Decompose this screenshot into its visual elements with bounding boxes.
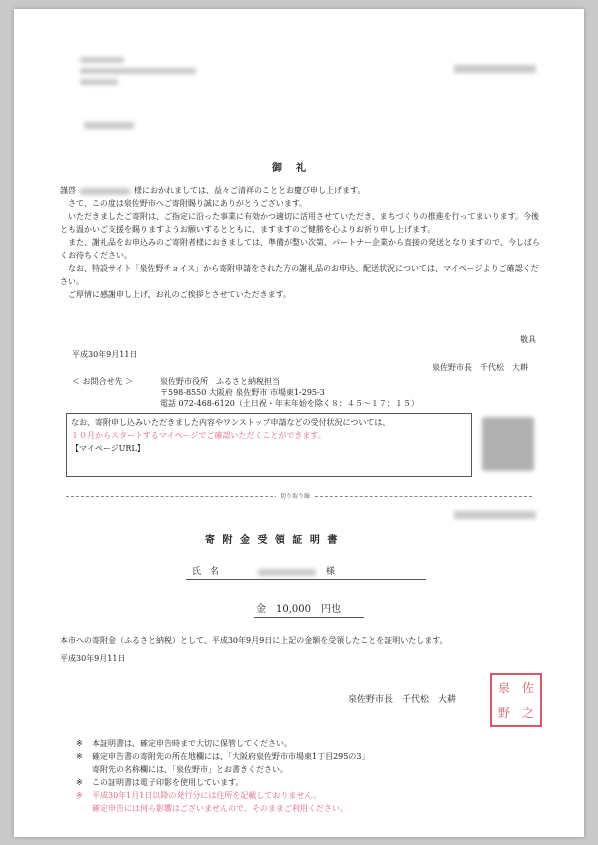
certificate-date: 平成30年9月11日 [60, 654, 126, 663]
letter-closing: 敬具 [520, 335, 536, 344]
certificate-name-label: 氏 名 [192, 567, 220, 577]
contact-address: 〒598-8550 大阪府 泉佐野市 市場東1-295-3 [160, 388, 325, 397]
redacted-certificate-name [258, 569, 316, 576]
seal-character: 野 [497, 706, 510, 720]
seal-character: 之 [521, 706, 534, 720]
letter-body [60, 184, 542, 301]
note-item: ※ 平成30年1月1日以降の発行分には住所を記載しておりません。 [76, 791, 321, 800]
redacted-address-line-2 [80, 68, 196, 74]
redacted-certificate-number [454, 511, 536, 519]
note-mark: ※ [76, 752, 83, 761]
letter-paragraph: なお、特設サイト「泉佐野チョイス」から寄附申請をされた方の謝礼品のお申込、配送状況については、マイページよりご確認ください。 [60, 264, 539, 286]
letter-paragraph: ご厚情に感謝申し上げ、お礼のご挨拶とさせていただきます。 [60, 290, 292, 299]
letter-signer: 泉佐野市長 千代松 大耕 [432, 363, 528, 372]
note-item-continued: 確定申告には何ら影響はございませんので、そのままご利用ください。 [92, 804, 348, 813]
certificate-amount: 金 10,000 円也 [256, 604, 341, 615]
note-item-continued: 寄附先の名称欄には、「泉佐野市」とお書きください。 [92, 765, 288, 774]
cut-line-label: 切り取り線 [276, 491, 314, 500]
mypage-notice-box [66, 413, 472, 477]
certificate-notes [76, 737, 369, 815]
certificate-signer: 泉佐野市長 千代松 大耕 [348, 695, 457, 705]
official-seal [490, 673, 542, 727]
contact-label: ＜ お問合せ先 ＞ [72, 377, 134, 386]
seal-character: 泉 [497, 681, 510, 695]
note-mark: ※ [76, 778, 83, 787]
note-mark: ※ [76, 791, 83, 800]
note-item: ※ 本証明書は、確定申告時まで大切に保管してください。 [76, 739, 292, 748]
note-item: ※ 確定申告書の寄附先の所在地欄には、「大阪府泉佐野市市場東1丁目295の3」 [76, 752, 370, 761]
certificate-name-suffix: 様 [326, 567, 336, 577]
name-underline [186, 579, 426, 580]
notice-line-2: １０月からスタートするマイページでご確認いただくことができます。 [71, 431, 326, 440]
note-item: ※ この証明書は電子印影を使用しています。 [76, 778, 244, 787]
mypage-qr-code [482, 417, 534, 471]
note-mark: ※ [76, 739, 83, 748]
letter-greeting [60, 184, 542, 197]
seal-character: 佐 [521, 681, 534, 695]
contact-dept: 泉佐野市役所 ふるさと納税担当 [160, 377, 280, 386]
amount-underline [254, 617, 364, 618]
redacted-address-line-1 [80, 57, 124, 63]
document-page [14, 9, 584, 837]
letter-paragraph: さて、この度は泉佐野市へご寄附賜り誠にありがとうございます。 [60, 199, 308, 208]
letter-date: 平成30年9月11日 [72, 350, 138, 359]
greeting-prefix: 謹啓 [60, 186, 76, 195]
certificate-title: 寄 附 金 受 領 証 明 書 [205, 535, 340, 546]
certificate-statement: 本市への寄附金（ふるさと納税）として、平成30年9月9日に上記の金額を受領したことを証明いたします。 [60, 636, 448, 645]
notice-line-1: なお、寄附申し込みいただきました内容やワンストップ申請などの受付状況については、 [71, 418, 391, 427]
redacted-address-line-3 [80, 79, 118, 85]
letter-paragraph: いただきましたご寄附は、ご指定に沿った事業に有効かつ適切に活用させていただき、まちづくりの推進を行ってまいります。今後とも温かいご支援を賜りますようお願いするとともに、ますますのご健勝を心よりお祈り申し上げます。 [60, 212, 539, 234]
greeting-suffix: 様におかれましては、益々ご清祥のこととお慶び申し上げます。 [134, 186, 366, 195]
letter-title: 御 礼 [272, 163, 308, 174]
mypage-url-label: 【マイページURL】 [71, 444, 145, 453]
letter-paragraph: また、謝礼品をお申込みのご寄附者様におきましては、準備が整い次第、パートナー企業から直接の発送となりますので、今しばらくお待ちください。 [60, 238, 540, 260]
redacted-reference-number [454, 65, 536, 73]
redacted-recipient-name [84, 122, 134, 129]
redacted-donor-name [80, 188, 130, 195]
contact-phone: 電話 072-468-6120（土日祝・年末年始を除く８：４５～１７：１５） [160, 399, 419, 408]
